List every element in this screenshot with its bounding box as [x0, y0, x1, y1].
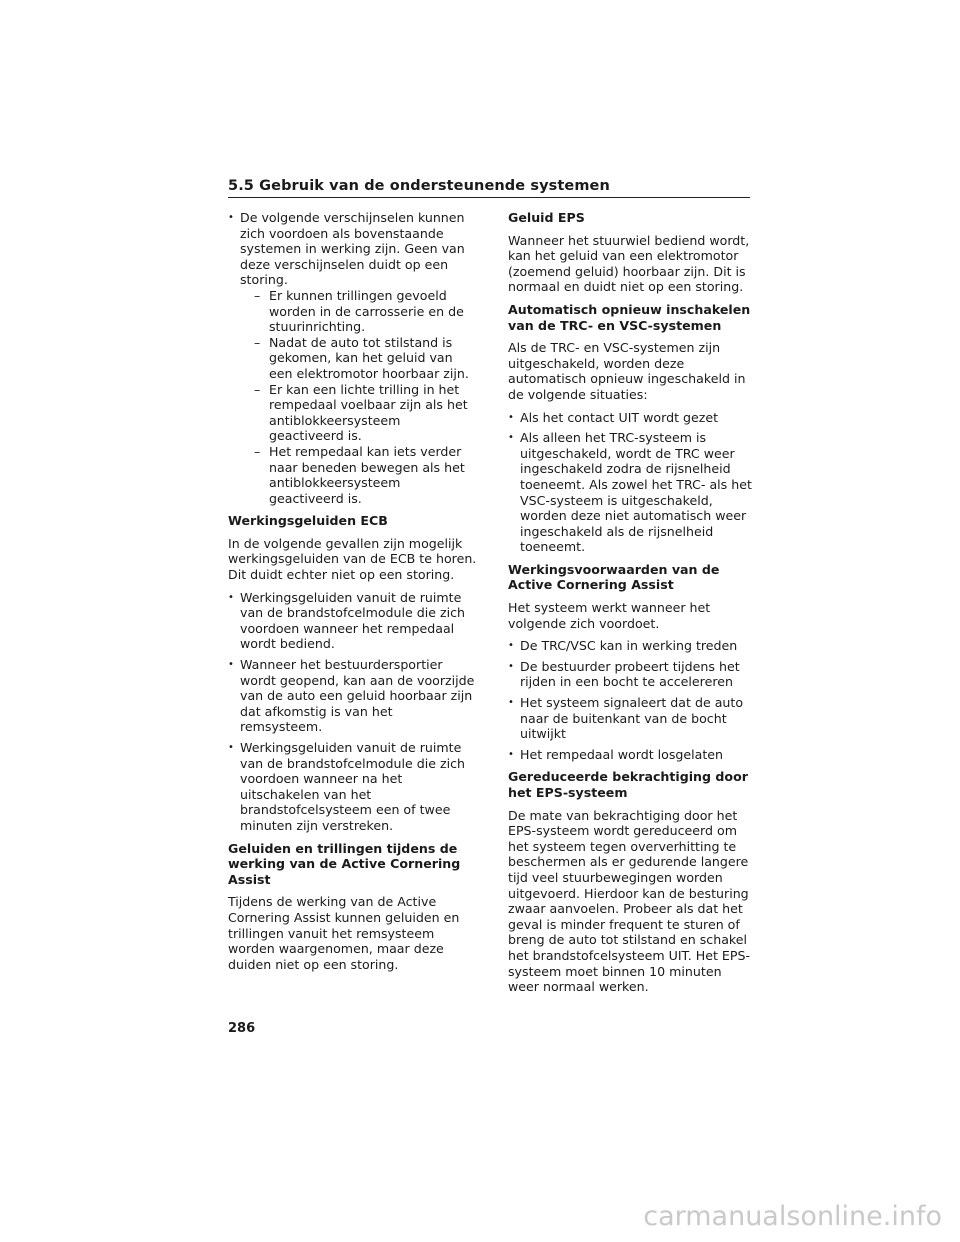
left-column [228, 210, 478, 979]
list-item: • Het systeem signaleert dat de auto naar de buitenkant van de bocht uitwijkt [508, 695, 754, 742]
eps-paragraph: Wanneer het stuurwiel bediend wordt, kan het geluid van een elektromotor (zoemend geluid) hoorbaar zijn. Dit is normaal en duidt niet op een storing. [508, 232, 750, 295]
list-item: • Werkingsgeluiden vanuit de ruimte van de brandstofcelmodule die zich voordoen wanneer na het uitschakelen van het brandstofcelsysteem een of twee minuten zijn verstreken. [228, 740, 478, 834]
list-item: • De TRC/VSC kan in werking treden [508, 638, 754, 654]
reduced-assist-paragraph: De mate van bekrachtiging door het EPS-systeem wordt gereduceerd om het systeem tegen oververhitting te beschermen als er gedurende langere tijd veel stuurbewegingen worden uitgevoerd. Hierdoor kan de besturing zwaar aanvoelen. Probeer als dat het geval is minder frequent te sturen of breng de auto tot stilstand en schakel het brandstofcelsysteem UIT. Het EPS-systeem moet binnen 10 minuten weer normaal werken. [508, 807, 751, 995]
eps-heading: Geluid EPS [508, 210, 585, 225]
section-header [228, 178, 750, 198]
watermark: carmanualsonline.info [643, 1201, 942, 1232]
list-item: • Werkingsgeluiden vanuit de ruimte van de brandstofcelmodule die zich voordoen wanneer het rempedaal wordt bediend. [228, 590, 478, 652]
dash-item: – Er kunnen trillingen gevoeld worden in de carrosserie en de stuurinrichting. [244, 288, 478, 335]
dash-item: – Nadat de auto tot stilstand is gekomen, kan het geluid van een elektromotor hoorbaar zijn. [244, 335, 478, 382]
list-item: • Het rempedaal wordt losgelaten [508, 747, 754, 763]
section-title: 5.5 Gebruik van de ondersteunende systemen [228, 178, 610, 194]
ecb-list [228, 590, 478, 834]
list-item [228, 210, 478, 506]
phenomena-list [228, 210, 478, 506]
list-item: • Als alleen het TRC-systeem is uitgeschakeld, wordt de TRC weer ingeschakeld zodra de rijsnelheid toeneemt. Als zowel het TRC- als het VSC-systeem is uitgeschakeld, worden deze niet automatisch weer ingeschakeld als de rijsnelheid toeneemt. [508, 430, 754, 555]
reduced-assist-heading: Gereduceerde bekrachtiging door het EPS-systeem [508, 769, 748, 800]
trc-list [508, 410, 754, 555]
aca-heading: Geluiden en trillingen tijdens de werking van de Active Cornering Assist [228, 840, 461, 887]
conditions-paragraph: Het systeem werkt wanneer het volgende zich voordoet. [508, 600, 711, 631]
page-number: 286 [228, 1021, 256, 1036]
conditions-list [508, 638, 754, 762]
dash-list [240, 288, 478, 506]
dash-item: – Het rempedaal kan iets verder naar beneden bewegen als het antiblokkeersysteem geactiveerd is. [244, 444, 478, 506]
right-column [508, 210, 754, 1002]
list-item-text: De volgende verschijnselen kunnen zich voordoen als bovenstaande systemen in werking zijn. Geen van deze verschijnselen duidt op een storing. [240, 210, 465, 288]
conditions-heading: Werkingsvoorwaarden van de Active Cornering Assist [508, 561, 720, 593]
list-item: • Wanneer het bestuurdersportier wordt geopend, kan aan de voorzijde van de auto een geluid hoorbaar zijn dat afkomstig is van het remsysteem. [228, 657, 478, 735]
dash-item: – Er kan een lichte trilling in het rempedaal voelbaar zijn als het antiblokkeersysteem geactiveerd is. [244, 382, 478, 444]
list-item: • De bestuurder probeert tijdens het rijden in een bocht te accelereren [508, 659, 754, 690]
aca-paragraph: Tijdens de werking van de Active Cornering Assist kunnen geluiden en trillingen vanuit het remsysteem worden waargenomen, maar deze duiden niet op een storing. [228, 894, 460, 972]
list-item: • Als het contact UIT wordt gezet [508, 410, 754, 426]
trc-heading: Automatisch opnieuw inschakelen van de TRC- en VSC-systemen [508, 301, 751, 333]
ecb-paragraph: In de volgende gevallen zijn mogelijk werkingsgeluiden van de ECB te horen. Dit duidt echter niet op een storing. [228, 535, 477, 583]
trc-paragraph: Als de TRC- en VSC-systemen zijn uitgeschakeld, worden deze automatisch opnieuw ingeschakeld in de volgende situaties: [508, 340, 746, 402]
ecb-heading: Werkingsgeluiden ECB [228, 513, 388, 529]
